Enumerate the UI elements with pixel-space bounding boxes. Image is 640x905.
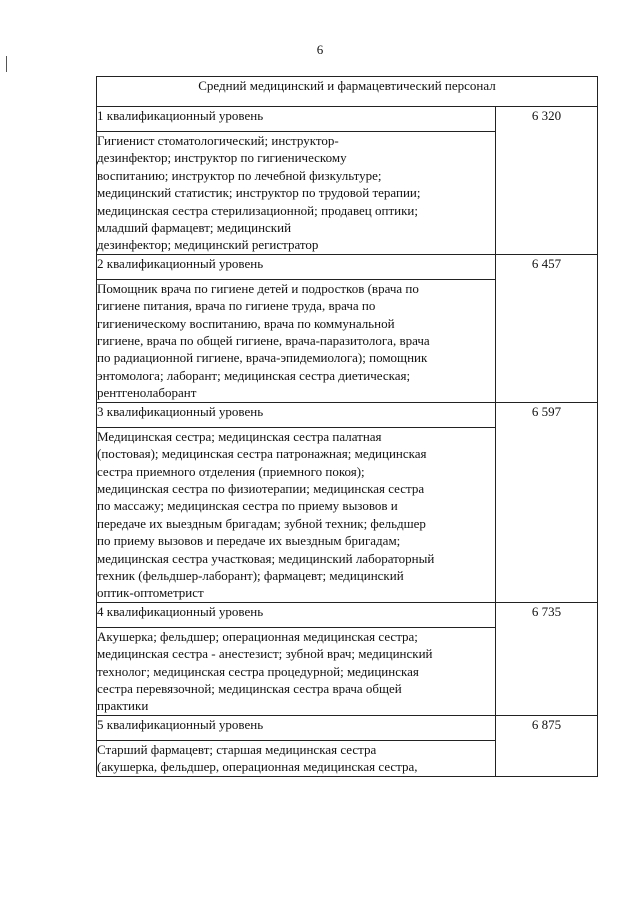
table-header: Средний медицинский и фармацевтический персонал bbox=[97, 77, 598, 107]
positions-line: Старший фармацевт; старшая медицинская сестра bbox=[97, 741, 377, 757]
positions-line: оптик-оптометрист bbox=[97, 585, 204, 601]
qualification-level: 3 квалификационный уровень bbox=[97, 402, 496, 427]
table-header-row bbox=[97, 77, 598, 107]
positions-line: гигиене, врача по общей гигиене, врача-паразитолога, врача bbox=[97, 333, 430, 349]
positions-list bbox=[97, 627, 496, 715]
salary-value: 6 735 bbox=[496, 602, 598, 715]
positions-line: практики bbox=[97, 698, 149, 714]
positions-line: по приему вызовов и передаче их выездным бригадам; bbox=[97, 533, 401, 549]
qualification-level-row bbox=[97, 715, 598, 740]
qualification-level-row bbox=[97, 602, 598, 627]
positions-line: сестра приемного отделения (приемного покоя); bbox=[97, 463, 365, 479]
qualification-level: 5 квалификационный уровень bbox=[97, 715, 496, 740]
qualification-level-row bbox=[97, 402, 598, 427]
positions-line: медицинский статистик; инструктор по трудовой терапии; bbox=[97, 185, 421, 201]
positions-line: по массажу; медицинская сестра по приему вызовов и bbox=[97, 498, 398, 514]
positions-list bbox=[97, 427, 496, 602]
positions-line: медицинская сестра стерилизационной; продавец оптики; bbox=[97, 202, 418, 218]
positions-line: Акушерка; фельдшер; операционная медицинская сестра; bbox=[97, 628, 418, 644]
positions-line: воспитанию; инструктор по лечебной физкультуре; bbox=[97, 167, 382, 183]
qualification-level: 2 квалификационный уровень bbox=[97, 254, 496, 279]
qualification-level: 4 квалификационный уровень bbox=[97, 602, 496, 627]
salary-value: 6 457 bbox=[496, 254, 598, 402]
positions-line: рентгенолаборант bbox=[97, 385, 197, 401]
salary-value: 6 320 bbox=[496, 107, 598, 255]
positions-line: энтомолога; лаборант; медицинская сестра диетическая; bbox=[97, 367, 411, 383]
positions-line: младший фармацевт; медицинский bbox=[97, 220, 292, 236]
positions-line: (постовая); медицинская сестра патронажная; медицинская bbox=[97, 446, 427, 462]
positions-list bbox=[97, 132, 496, 255]
qualification-level-row bbox=[97, 254, 598, 279]
positions-line: передаче их выездным бригадам; зубной техник; фельдшер bbox=[97, 515, 426, 531]
margin-mark bbox=[6, 56, 7, 72]
positions-list bbox=[97, 740, 496, 776]
positions-line: гигиеническому воспитанию, врача по коммунальной bbox=[97, 315, 395, 331]
positions-line: медицинская сестра по физиотерапии; медицинская сестра bbox=[97, 480, 425, 496]
positions-line: технолог; медицинская сестра процедурной; медицинская bbox=[97, 663, 419, 679]
qualification-level-row bbox=[97, 107, 598, 132]
salary-table bbox=[96, 76, 598, 777]
positions-line: гигиене питания, врача по гигиене труда, врача по bbox=[97, 298, 376, 314]
positions-line: медицинская сестра - анестезист; зубной врач; медицинский bbox=[97, 646, 433, 662]
positions-line: Помощник врача по гигиене детей и подростков (врача по bbox=[97, 280, 419, 296]
positions-line: Медицинская сестра; медицинская сестра палатная bbox=[97, 428, 382, 444]
positions-line: техник (фельдшер-лаборант); фармацевт; медицинский bbox=[97, 567, 404, 583]
qualification-level: 1 квалификационный уровень bbox=[97, 107, 496, 132]
positions-list bbox=[97, 279, 496, 402]
positions-line: (акушерка, фельдшер, операционная медицинская сестра, bbox=[97, 759, 418, 775]
page-number: 6 bbox=[316, 42, 324, 57]
salary-value: 6 597 bbox=[496, 402, 598, 602]
positions-line: Гигиенист стоматологический; инструктор- bbox=[97, 133, 339, 148]
positions-line: дезинфектор; инструктор по гигиеническому bbox=[97, 150, 347, 166]
salary-value: 6 875 bbox=[496, 715, 598, 776]
positions-line: по радиационной гигиене, врача-эпидемиолога); помощник bbox=[97, 350, 428, 366]
positions-line: сестра перевязочной; медицинская сестра врача общей bbox=[97, 680, 402, 696]
positions-line: медицинская сестра участковая; медицинский лабораторный bbox=[97, 550, 435, 566]
positions-line: дезинфектор; медицинский регистратор bbox=[97, 237, 319, 253]
